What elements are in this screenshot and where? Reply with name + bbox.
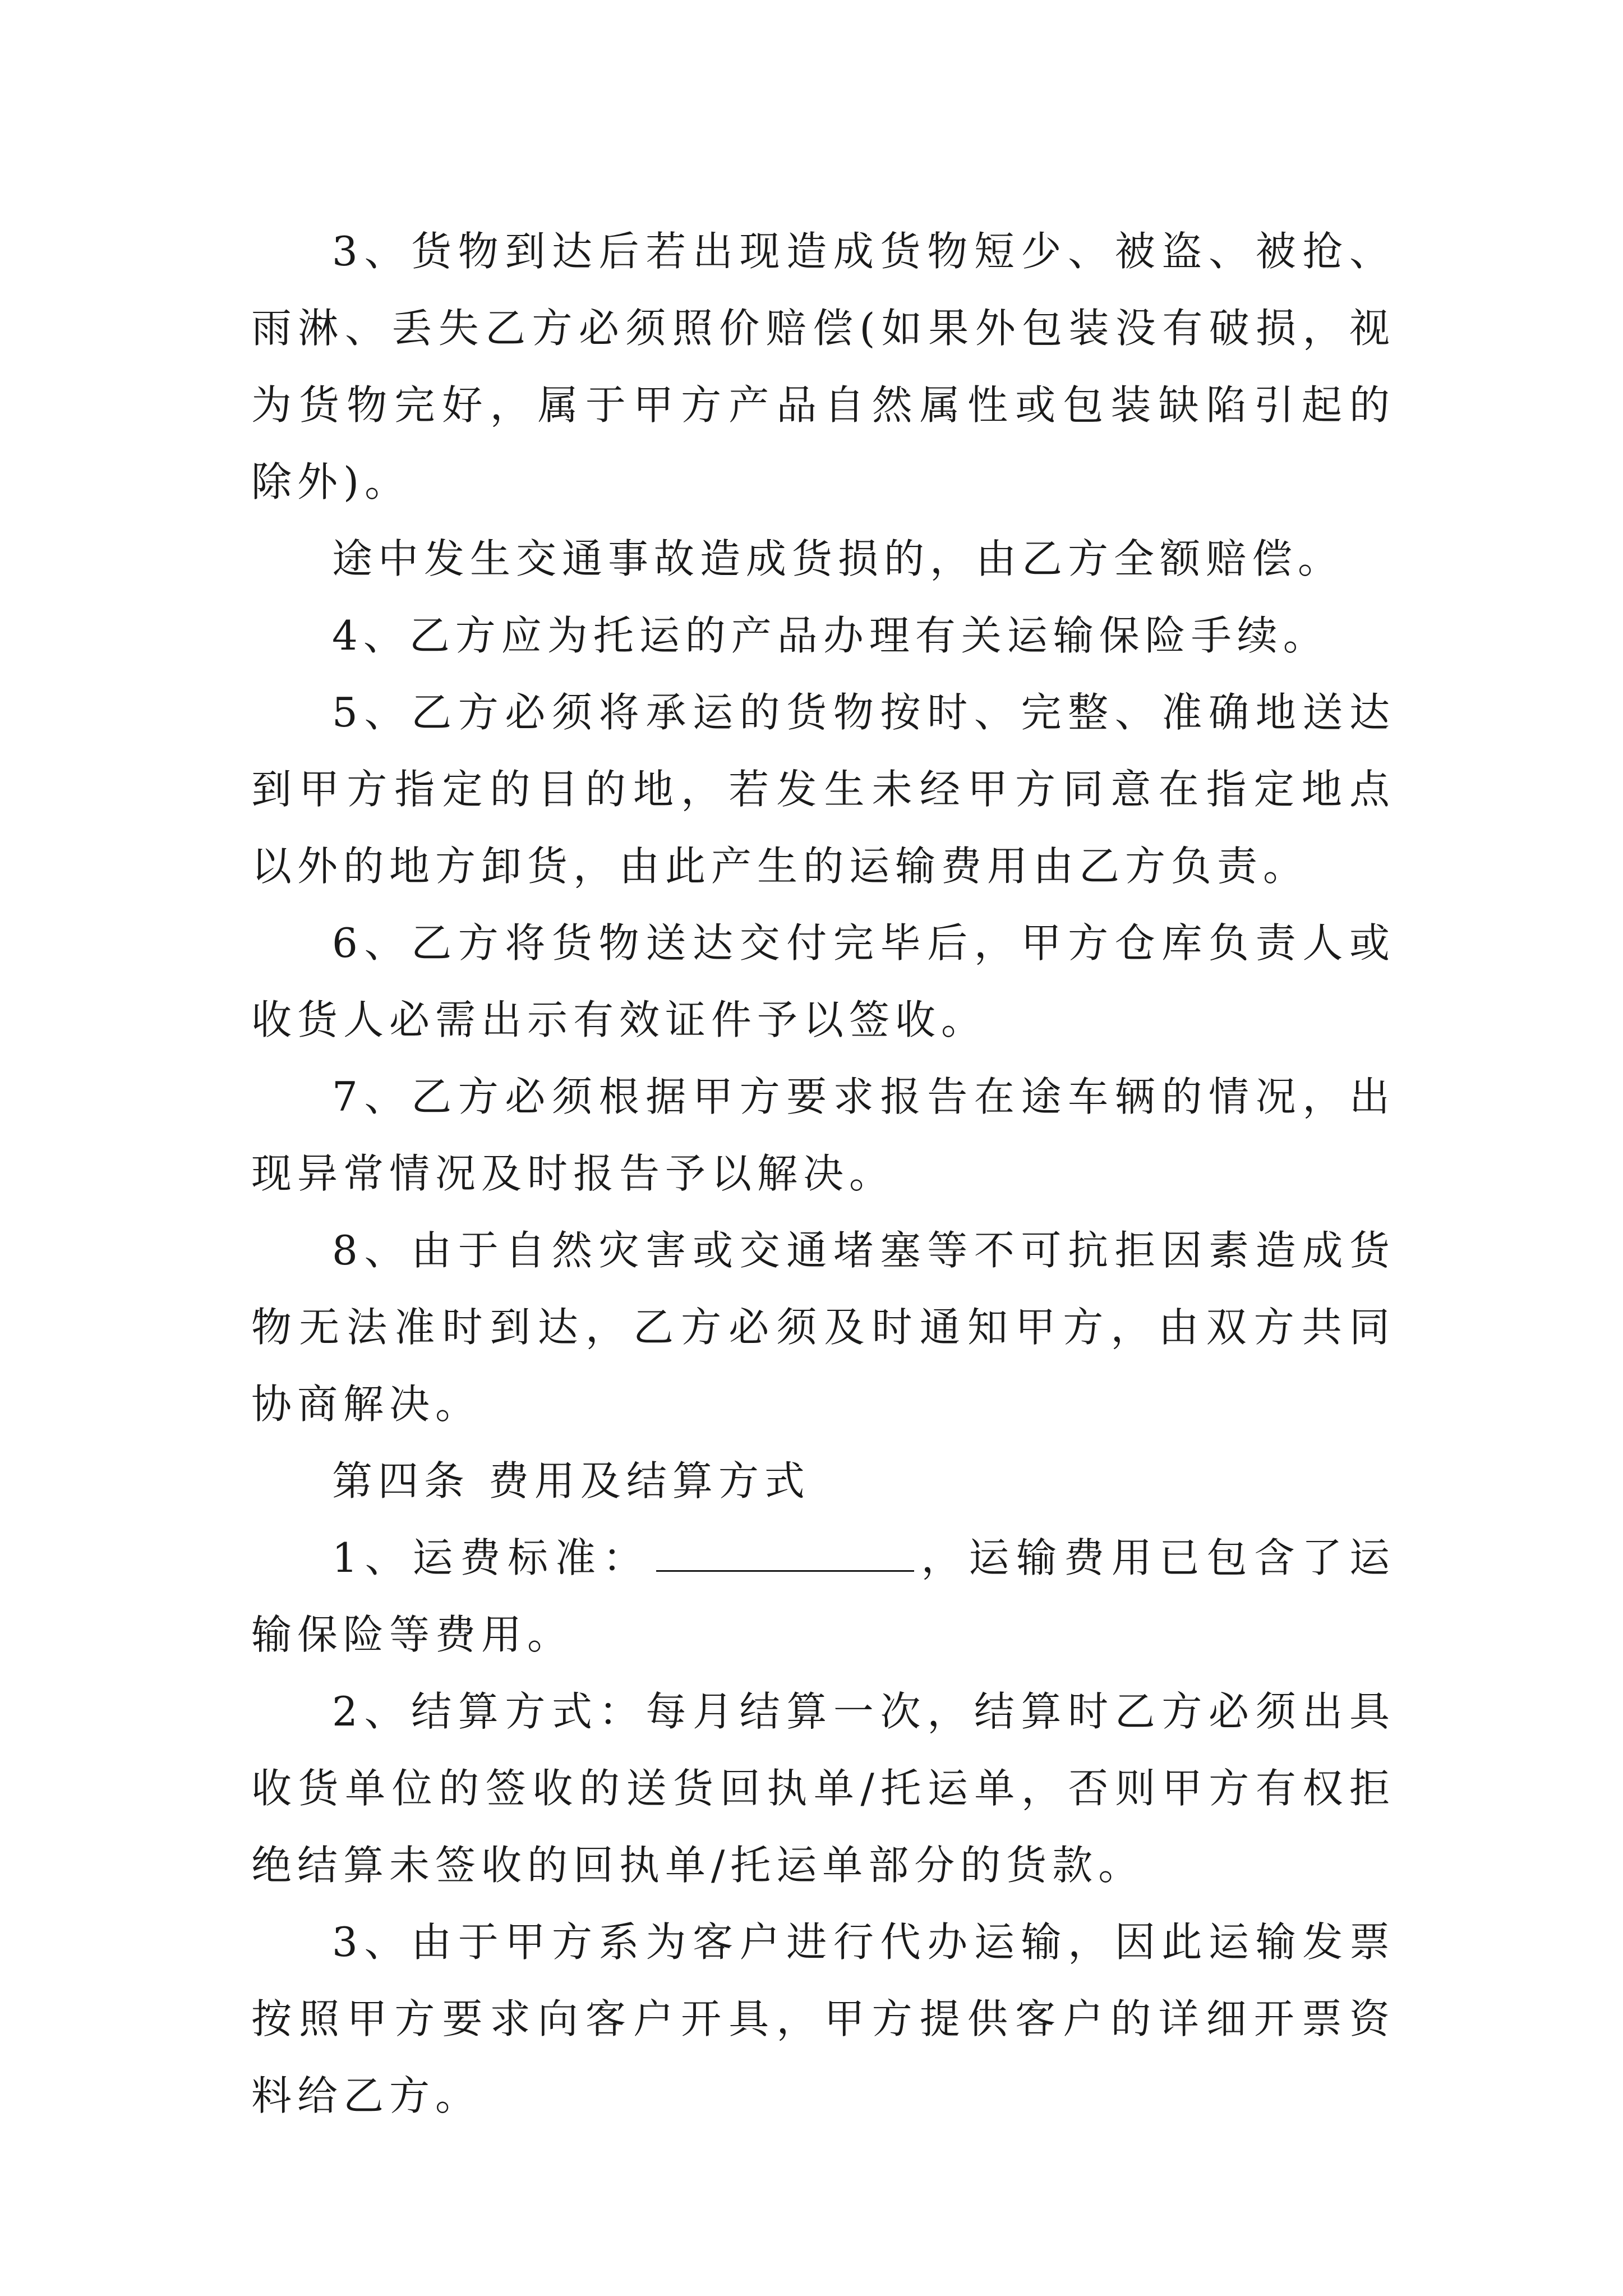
paragraph-settlement: 2、结算方式：每月结算一次，结算时乙方必须出具收货单位的签收的送货回执单/托运单，否则甲方有权拒绝结算未签收的回执单/托运单部分的货款。: [251, 1688, 1395, 1889]
section-heading: 第四条 费用及结算方式: [332, 1457, 810, 1504]
paragraph-clause-8: 8、由于自然灾害或交通堵塞等不可抗拒因素造成货物无法准时到达，乙方必须及时通知甲方，由双方共同协商解决。: [251, 1227, 1395, 1428]
paragraph-traffic-accident: 途中发生交通事故造成货损的，由乙方全额赔偿。: [332, 535, 1344, 582]
paragraph-invoice: 3、由于甲方系为客户进行代办运输，因此运输发票按照甲方要求向客户开具，甲方提供客户的详细开票资料给乙方。: [251, 1918, 1395, 2119]
paragraph-clause-3: 3、货物到达后若出现造成货物短少、被盗、被抢、雨淋、丢失乙方必须照价赔偿(如果外包装没有破损，视为货物完好，属于甲方产品自然属性或包装缺陷引起的除外)。: [251, 228, 1395, 505]
paragraph-fee-standard: [251, 1520, 1395, 1673]
paragraph-clause-6: 6、乙方将货物送达交付完毕后，甲方仓库负责人或收货人必需出示有效证件予以签收。: [251, 919, 1395, 1043]
fee-standard-suffix: ，运输费用已包含了运输保险等费用。: [251, 1534, 1395, 1658]
fee-standard-blank: [656, 1531, 914, 1572]
paragraph-clause-4: 4、乙方应为托运的产品办理有关运输保险手续。: [332, 612, 1329, 659]
paragraph-clause-7: 7、乙方必须根据甲方要求报告在途车辆的情况，出现异常情况及时报告予以解决。: [251, 1073, 1395, 1197]
paragraph-clause-5: 5、乙方必须将承运的货物按时、完整、准确地送达到甲方指定的目的地，若发生未经甲方同意在指定地点以外的地方卸货，由此产生的运输费用由乙方负责。: [251, 689, 1395, 890]
fee-standard-prefix: 1、运费标准：: [332, 1534, 651, 1581]
document-body: [251, 213, 1395, 2134]
